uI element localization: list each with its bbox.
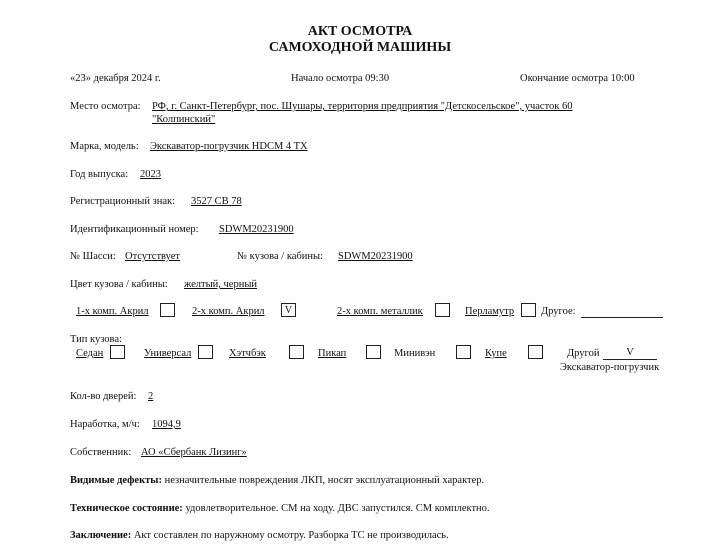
location-value-2: "Колпинский" xyxy=(152,114,216,125)
defects-value: незначительные повреждения ЛКП, носят эксплуатационный характер. xyxy=(161,475,485,486)
doors-value: 2 xyxy=(148,391,154,402)
conclusion-line xyxy=(70,529,449,542)
defects-line xyxy=(70,474,484,487)
paint-option-checkbox[interactable]: V xyxy=(281,303,296,317)
body-type-checkbox[interactable] xyxy=(366,345,381,359)
body-other-field[interactable]: V xyxy=(603,347,657,360)
vin-label: Идентификационный номер: xyxy=(70,224,199,235)
body-type-checkbox[interactable] xyxy=(198,345,213,359)
doc-title-line1: АКТ ОСМОТРА xyxy=(307,24,413,39)
paint-option-checkbox[interactable] xyxy=(160,303,175,317)
body-type-checkbox[interactable] xyxy=(110,345,125,359)
body-other-label: Другой xyxy=(567,348,600,359)
year-value: 2023 xyxy=(140,169,161,180)
body-type-option-label: Хэтчбэк xyxy=(229,348,266,359)
paint-option-checkbox[interactable] xyxy=(521,303,536,317)
body-type-option-label: Минивэн xyxy=(394,348,436,359)
start-time: Начало осмотра 09:30 xyxy=(291,73,390,84)
hours-value: 1094,9 xyxy=(152,419,181,430)
body-type-option-label: Купе xyxy=(485,348,507,359)
chassis-label: № Шасси: xyxy=(70,251,116,262)
body-type-label: Тип кузова: xyxy=(70,334,122,345)
vin-value: SDWM20231900 xyxy=(219,224,294,235)
body-type-option-label: Пикап xyxy=(318,348,347,359)
defects-label: Видимые дефекты: xyxy=(70,475,162,486)
make-label: Марка, модель: xyxy=(70,141,139,152)
body-type-checkbox[interactable] xyxy=(528,345,543,359)
body-type-checkbox[interactable] xyxy=(456,345,471,359)
paint-option-label: 2-х комп. металлик xyxy=(337,306,423,317)
color-value: желтый, черный xyxy=(184,279,258,290)
paint-option-label: Перламутр xyxy=(465,306,515,317)
reg-value: 3527 СВ 78 xyxy=(191,196,242,207)
body-other-value: Экскаватор-погрузчик xyxy=(560,362,660,373)
end-time: Окончание осмотра 10:00 xyxy=(520,73,635,84)
color-label: Цвет кузова / кабины: xyxy=(70,279,168,290)
paint-option-label: 1-х комп. Акрил xyxy=(76,306,149,317)
year-label: Год выпуска: xyxy=(70,169,129,180)
paint-other-label: Другое: xyxy=(541,306,576,317)
paint-option-label: 2-х комп. Акрил xyxy=(192,306,265,317)
act-date: «23» декабря 2024 г. xyxy=(70,73,161,84)
location-value-1: РФ, г. Санкт-Петербург, пос. Шушары, территория предприятия "Детскосельское", участок 60 xyxy=(152,101,573,112)
conclusion-value: Акт составлен по наружному осмотру. Разборка ТС не производилась. xyxy=(131,530,449,541)
owner-value: АО «Сбербанк Лизинг» xyxy=(141,447,247,458)
tech-state-line xyxy=(70,502,490,515)
body-type-option-label: Универсал xyxy=(144,348,192,359)
hours-label: Наработка, м/ч: xyxy=(70,419,140,430)
tech-state-label: Техническое состояние: xyxy=(70,503,183,514)
doors-label: Кол-во дверей: xyxy=(70,391,137,402)
owner-label: Собственник: xyxy=(70,447,132,458)
chassis-value: Отсутствует xyxy=(125,251,180,262)
location-label: Место осмотра: xyxy=(70,101,141,112)
body-type-option-label: Седан xyxy=(76,348,104,359)
reg-label: Регистрационный знак: xyxy=(70,196,176,207)
conclusion-label: Заключение: xyxy=(70,530,132,541)
doc-title-line2: САМОХОДНОЙ МАШИНЫ xyxy=(268,40,452,55)
paint-other-field[interactable] xyxy=(581,317,663,318)
body-type-checkbox[interactable] xyxy=(289,345,304,359)
body-number-value: SDWM20231900 xyxy=(338,251,413,262)
make-value: Экскаватор-погрузчик HDCM 4 TX xyxy=(150,141,308,152)
body-number-label: № кузова / кабины: xyxy=(237,251,323,262)
tech-state-value: удовлетворительное. СМ на ходу. ДВС запустился. СМ комплектно. xyxy=(182,503,490,514)
paint-option-checkbox[interactable] xyxy=(435,303,450,317)
